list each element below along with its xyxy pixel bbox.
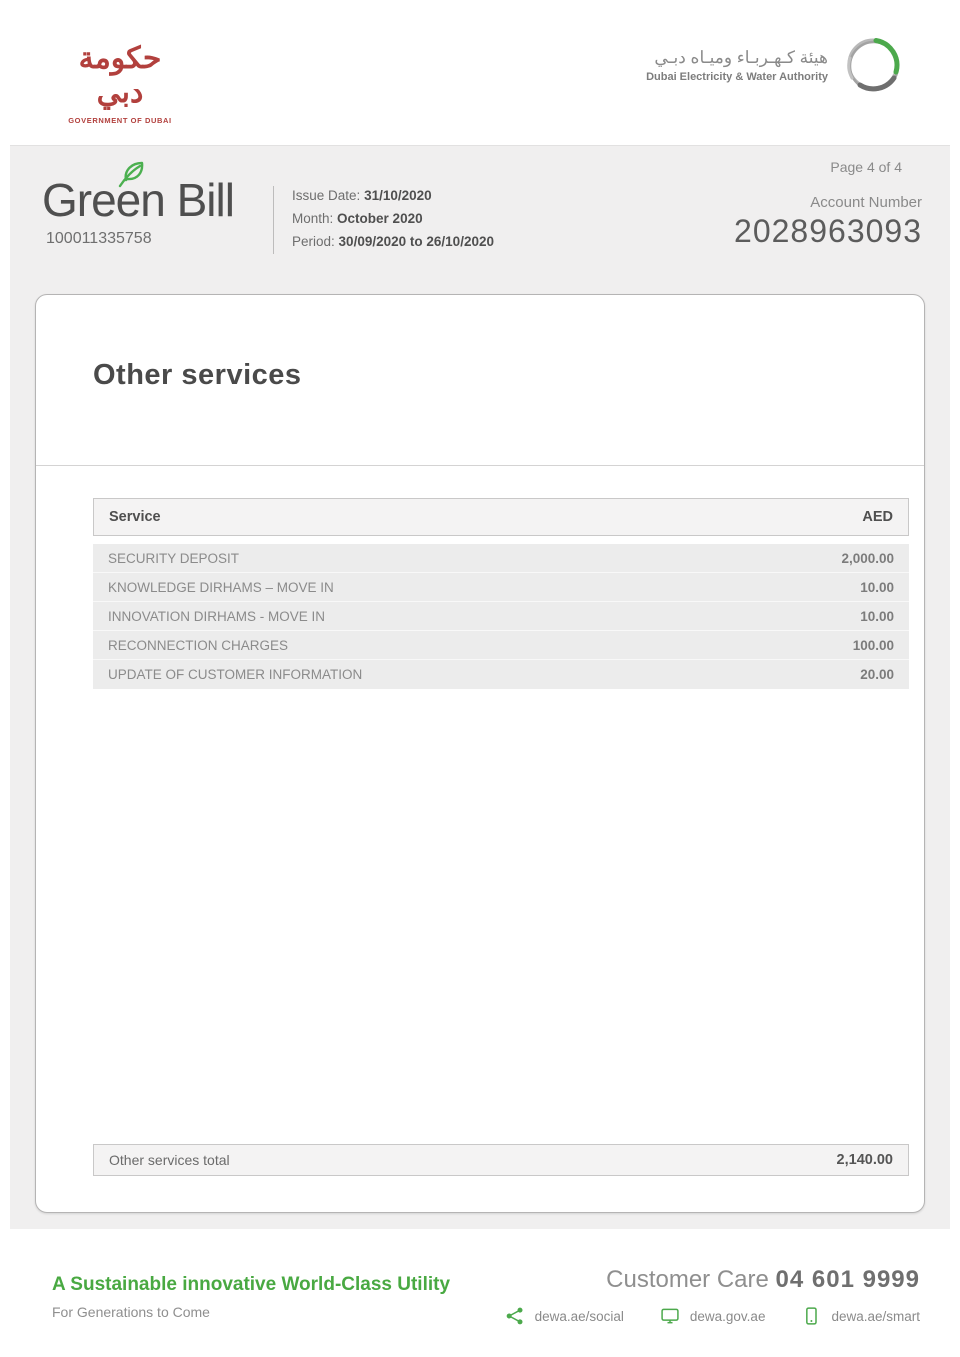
period-from-value: 30/09/2020 (338, 234, 407, 249)
table-row (93, 631, 909, 660)
monitor-icon (660, 1306, 680, 1326)
period-label: Period: (292, 234, 335, 249)
column-header-service: Service (109, 509, 161, 525)
smartphone-icon (801, 1306, 821, 1326)
table-header-row (93, 498, 909, 536)
month-label: Month: (292, 211, 334, 226)
table-row (93, 660, 909, 689)
service-name: INNOVATION DIRHAMS - MOVE IN (108, 608, 326, 624)
dewa-arabic-name: هيئة كـهـربـاء وميـاه دبـي (654, 48, 828, 67)
bill-number: 100011335758 (46, 230, 152, 247)
service-name: KNOWLEDGE DIRHAMS – MOVE IN (108, 579, 334, 595)
service-amount: 10.00 (860, 579, 894, 595)
footer-links (483, 1306, 920, 1326)
table-row (93, 544, 909, 573)
footer-link-social (505, 1306, 624, 1326)
service-name: SECURITY DEPOSIT (108, 550, 240, 566)
service-name: RECONNECTION CHARGES (108, 637, 289, 653)
dewa-ring-icon (838, 30, 908, 100)
share-icon (505, 1306, 525, 1326)
month-value: October 2020 (337, 211, 423, 226)
table-body (93, 544, 909, 689)
service-name: UPDATE OF CUSTOMER INFORMATION (108, 667, 363, 682)
green-bill-brand (42, 174, 234, 248)
footer-subtagline: For Generations to Come (52, 1304, 210, 1320)
table-row (93, 573, 909, 602)
bill-body-band (10, 145, 950, 1229)
dewa-english-name: Dubai Electricity & Water Authority (646, 71, 828, 83)
card-title-divider (36, 465, 924, 466)
total-label: Other services total (109, 1152, 230, 1168)
footer-link-label: dewa.gov.ae (689, 1308, 766, 1324)
footer-tagline: A Sustainable innovative World-Class Utility (52, 1274, 451, 1295)
card-title: Other services (93, 359, 302, 391)
service-amount: 2,000.00 (841, 550, 894, 566)
service-amount: 10.00 (860, 608, 894, 624)
customer-care-label: Customer Care (606, 1266, 776, 1293)
issue-date-value: 31/10/2020 (364, 188, 432, 203)
column-header-aed: AED (862, 509, 893, 525)
account-number-block (734, 194, 922, 250)
period-to-value: 26/10/2020 (426, 234, 494, 249)
table-row (93, 602, 909, 631)
period-to-word: to (409, 234, 423, 249)
footer-link-smart (801, 1306, 920, 1326)
gov-dubai-caption: GOVERNMENT OF DUBAI (68, 116, 172, 125)
header-divider (273, 186, 274, 254)
account-number-label: Account Number (810, 194, 922, 211)
issue-date-label: Issue Date: (292, 188, 361, 203)
service-amount: 20.00 (860, 667, 894, 682)
footer-link-label: dewa.ae/smart (831, 1308, 920, 1324)
page-indicator: Page 4 of 4 (830, 159, 902, 175)
month-line (292, 211, 494, 226)
footer-link-web (660, 1306, 766, 1326)
leaf-icon (114, 160, 146, 190)
account-number-value: 2028963093 (734, 213, 922, 249)
footer-link-label: dewa.ae/social (534, 1308, 624, 1324)
total-row (93, 1144, 909, 1176)
brand-title: Green Bill (42, 174, 234, 226)
customer-care-phone: 04 601 9999 (775, 1266, 920, 1293)
government-of-dubai-logo (55, 42, 185, 125)
dewa-logo-text (646, 47, 828, 83)
other-services-card (35, 294, 925, 1213)
total-amount: 2,140.00 (836, 1152, 893, 1168)
issue-date-line (292, 188, 494, 203)
service-amount: 100.00 (852, 637, 894, 653)
period-line (292, 234, 494, 249)
dewa-logo (646, 30, 908, 100)
bill-dates (292, 188, 494, 257)
services-table (93, 498, 909, 689)
gov-dubai-arabic-calligraphy: حكومة دبي (78, 42, 162, 109)
customer-care (606, 1266, 920, 1294)
